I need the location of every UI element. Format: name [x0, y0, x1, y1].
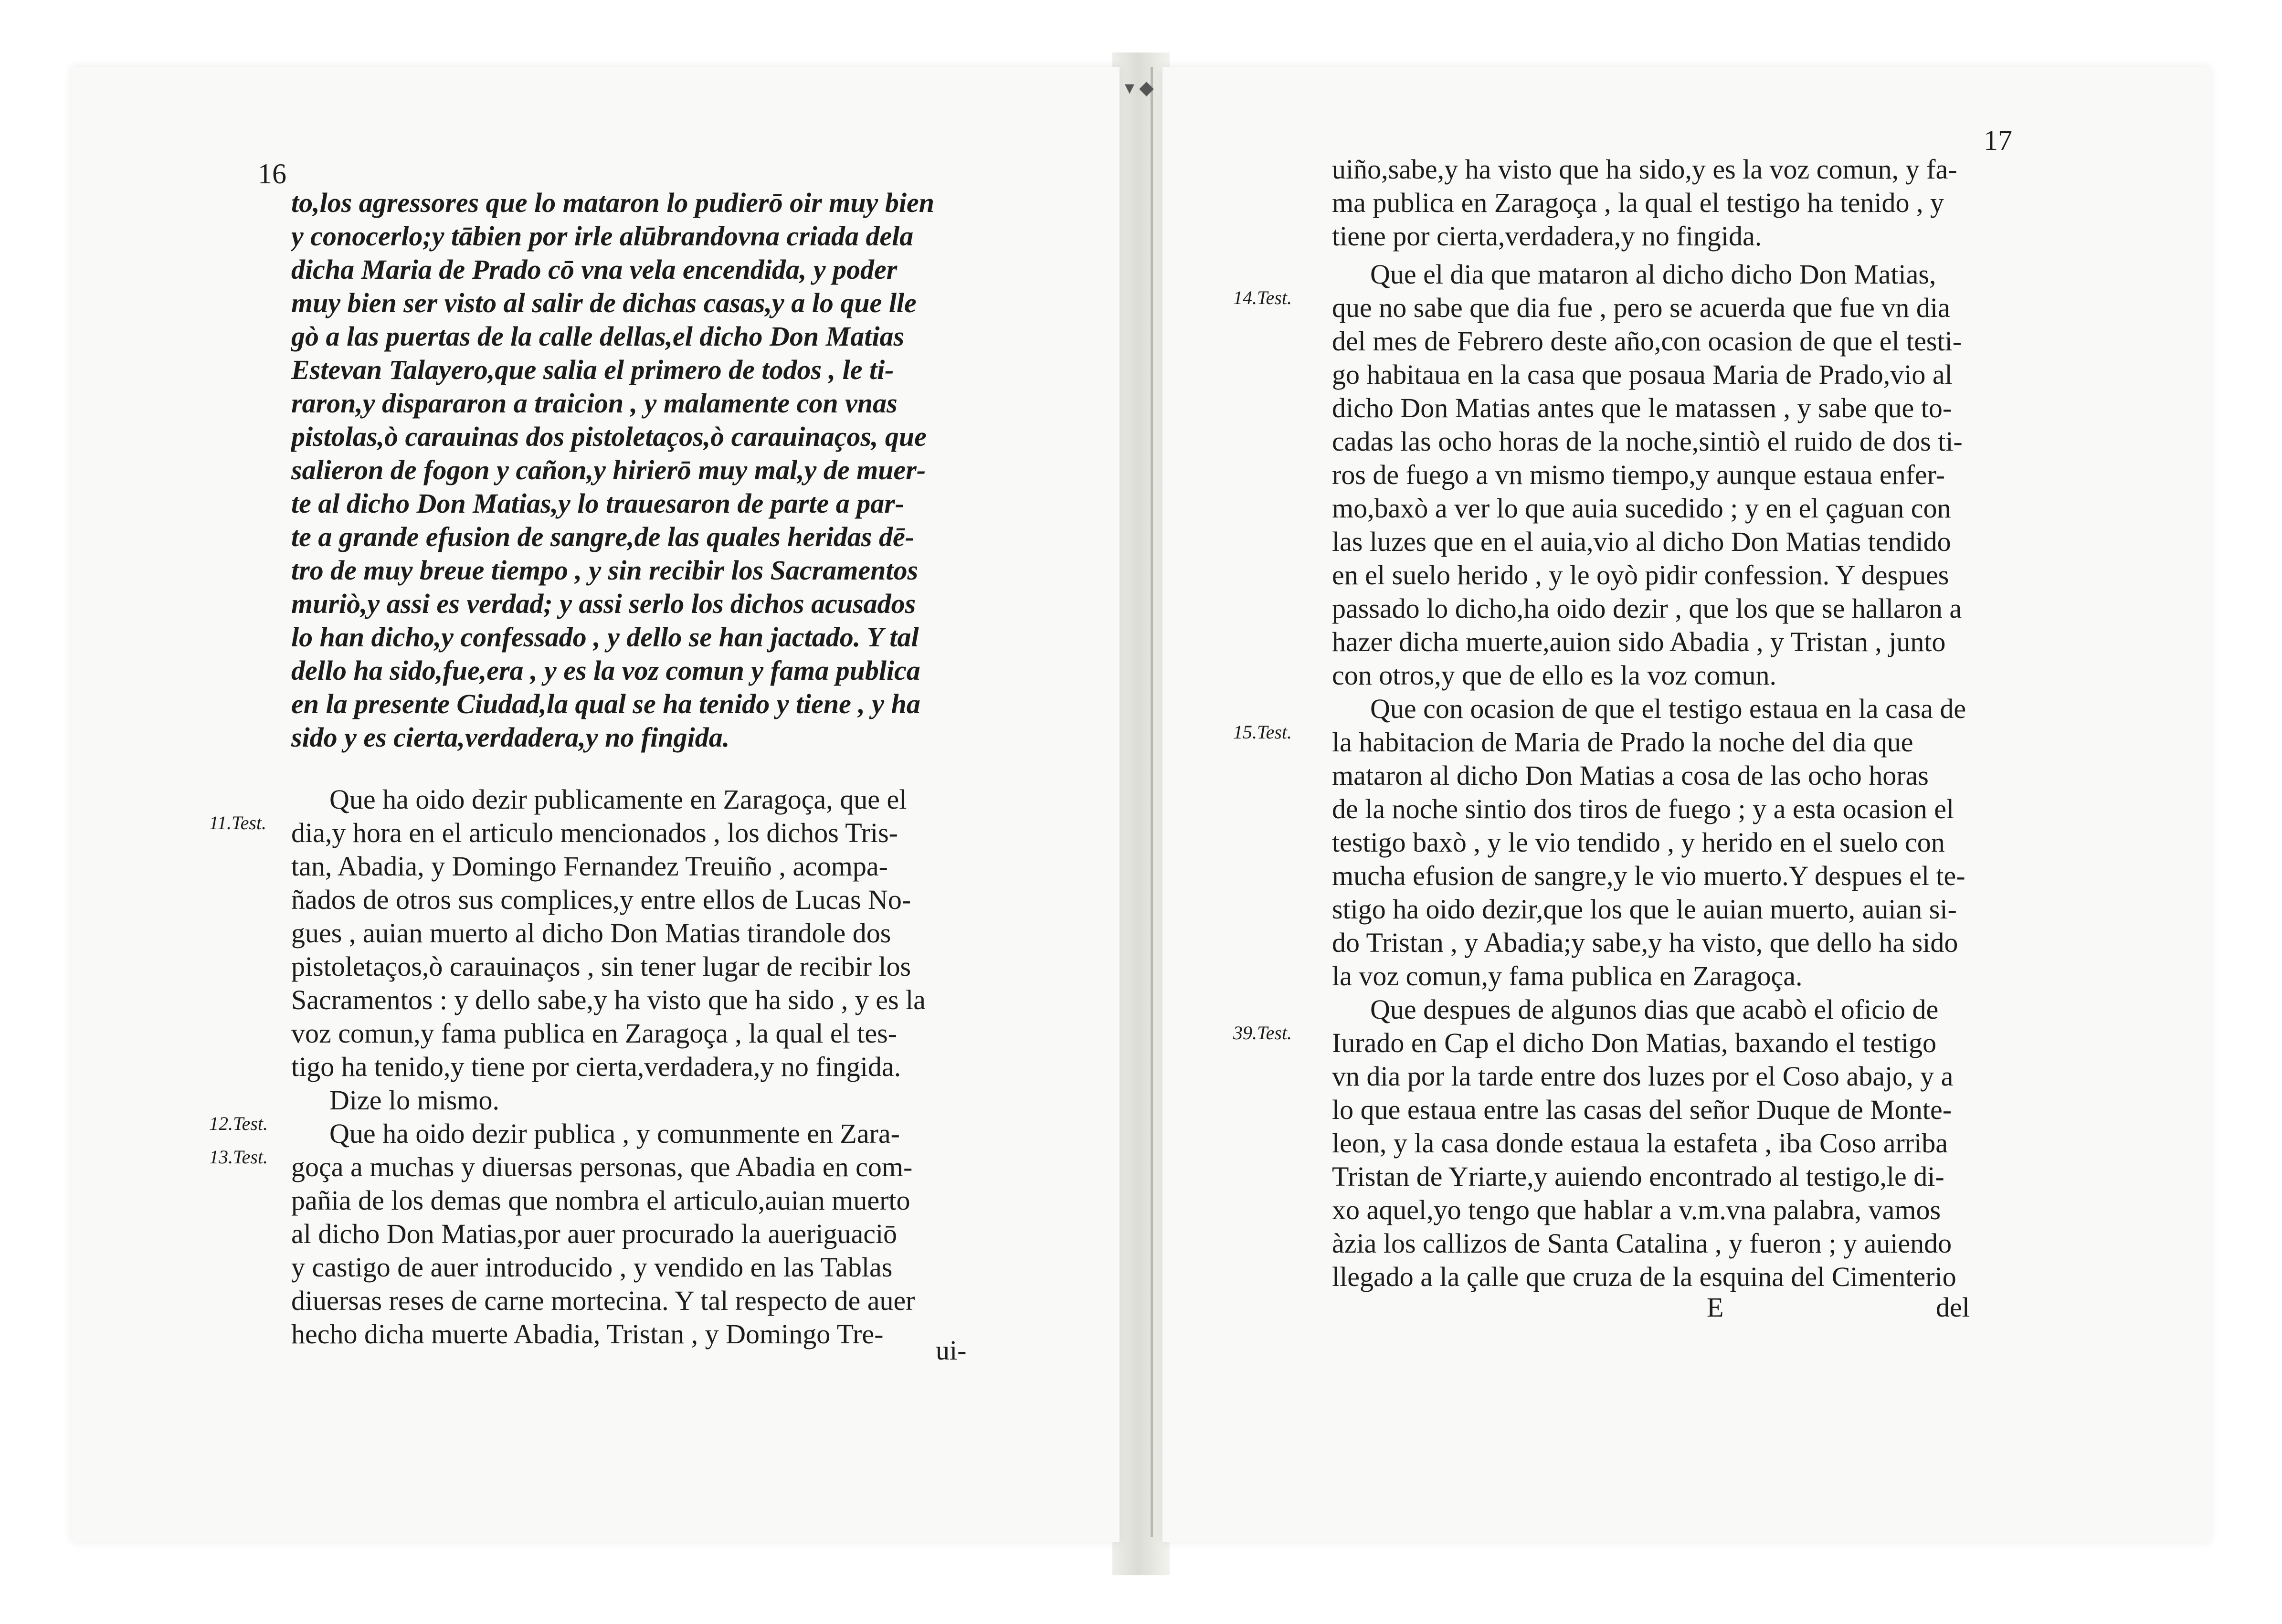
text-line: y conocerlo;y tābien por irle alūbrandovna criada dela — [291, 221, 914, 252]
text-line: to,los agressores que lo mataron lo pudierō oir muy bien — [291, 187, 935, 218]
text-line: ma publica en Zaragoça , la qual el testigo ha tenido , y — [1332, 187, 1944, 218]
text-line: salieron de fogon y cañon,y hirierō muy mal,y de muer- — [291, 454, 926, 485]
margin-note-12: 12.Test. — [209, 1113, 268, 1134]
text-line: uiño,sabe,y ha visto que ha sido,y es la voz comun, y fa- — [1332, 154, 1957, 185]
page-number: 16 — [258, 158, 286, 190]
text-line: dello ha sido,fue,era , y es la voz comun y fama publica — [291, 655, 920, 686]
page-number: 17 — [1984, 125, 2012, 156]
margin-note-39: 39.Test. — [1233, 1022, 1292, 1044]
text-line: ñados de otros sus complices,y entre ellos de Lucas No- — [291, 884, 911, 915]
text-line: mo,baxò a ver lo que auia sucedido ; y en el çaguan con — [1332, 493, 1951, 524]
signature-mark: E — [1707, 1292, 1724, 1323]
text-line: te a grande efusion de sangre,de las quales heridas dē- — [291, 521, 914, 552]
testimony-13 — [291, 1117, 1050, 1351]
testimony-14 — [1332, 258, 2086, 692]
text-line: Sacramentos : y dello sabe,y ha visto que ha sido , y es la — [291, 984, 926, 1015]
text-line: raron,y dispararon a traicion , y malamente con vnas — [291, 388, 898, 419]
margin-note-11: 11.Test. — [209, 812, 267, 833]
text-line: que no sabe que dia fue , pero se acuerda que fue vn dia — [1332, 292, 1950, 323]
text-line: la voz comun,y fama publica en Zaragoça. — [1332, 960, 1803, 991]
text-line: pistoletaços,ò carauinaços , sin tener lugar de recibir los — [291, 951, 911, 982]
left-page — [72, 67, 1120, 1542]
text-line: voz comun,y fama publica en Zaragoça , la qual el tes- — [291, 1018, 898, 1049]
text-line: te al dicho Don Matias,y lo trauesaron de parte a par- — [291, 488, 905, 519]
text-line: stigo ha oido dezir,que los que le auian muerto, auian si- — [1332, 894, 1957, 925]
text-line: pañia de los demas que nombra el articulo,auian muerto — [291, 1185, 910, 1216]
text-line: gues , auian muerto al dicho Don Matias tirandole dos — [291, 917, 891, 949]
text-line: Iurado en Cap el dicho Don Matias, baxando el testigo — [1332, 1027, 1937, 1058]
text-line: tro de muy breue tiempo , y sin recibir los Sacramentos — [291, 555, 919, 586]
text-line: xo aquel,yo tengo que hablar a v.m.vna palabra, vamos — [1332, 1194, 1941, 1225]
text-line: con otros,y que de ello es la voz comun. — [1332, 660, 1776, 691]
text-line: cadas las ocho horas de la noche,sintiò el ruido de dos ti- — [1332, 426, 1963, 457]
text-line: Que con ocasion de que el testigo estaua en la casa de — [1370, 693, 1966, 724]
margin-note-15: 15.Test. — [1233, 721, 1292, 743]
catchword: del — [1936, 1292, 1970, 1323]
margin-note-13: 13.Test. — [209, 1146, 268, 1168]
text-line: vn dia por la tarde entre dos luzes por el Coso abajo, y a — [1332, 1061, 1954, 1092]
text-line: mucha efusion de sangre,y le vio muerto.Y despues el te- — [1332, 860, 1965, 891]
text-line: al dicho Don Matias,por auer procurado la aueriguaciō — [291, 1218, 898, 1249]
text-line: dicha Maria de Prado cō vna vela encendida, y poder — [291, 254, 898, 285]
text-line: Que ha oido dezir publica , y comunmente en Zara- — [329, 1118, 900, 1149]
text-line: Dize lo mismo. — [329, 1085, 500, 1116]
text-line: Que despues de algunos dias que acabò el oficio de — [1370, 994, 1939, 1025]
italic-passage — [291, 186, 1050, 754]
right-page — [1162, 67, 2210, 1542]
text-line: goça a muchas y diuersas personas, que Abadia en com- — [291, 1151, 913, 1182]
text-line: llegado a la çalle que cruza de la esquina del Cimenterio — [1332, 1261, 1956, 1292]
text-line: hecho dicha muerte Abadia, Tristan , y Domingo Tre- — [291, 1318, 884, 1350]
text-line: do Tristan , y Abadia;y sabe,y ha visto, que dello ha sido — [1332, 927, 1958, 958]
text-line: de la noche sintio dos tiros de fuego ; y a esta ocasion el — [1332, 793, 1954, 824]
testimony-15 — [1332, 692, 2086, 993]
text-line: Estevan Talayero,que salia el primero de todos , le ti- — [291, 354, 894, 385]
text-line: go habitaua en la casa que posaua Maria de Prado,vio al — [1332, 359, 1953, 390]
text-line: en el suelo herido , y le oyò pidir confession. Y despues — [1332, 559, 1949, 591]
text-line: hazer dicha muerte,auion sido Abadia , y Tristan , junto — [1332, 626, 1946, 657]
opening-passage — [1332, 153, 2086, 253]
text-line: leon, y la casa donde estaua la estafeta , iba Coso arriba — [1332, 1128, 1948, 1159]
text-line: àzia los callizos de Santa Catalina , y fueron ; y auiendo — [1332, 1228, 1952, 1259]
text-line: tiene por cierta,verdadera,y no fingida. — [1332, 221, 1762, 252]
text-line: Que el dia que mataron al dicho dicho Don Matias, — [1370, 259, 1936, 290]
text-line: gò a las puertas de la calle dellas,el dicho Don Matias — [291, 321, 905, 352]
text-line: pistolas,ò carauinas dos pistoletaços,ò carauinaços, que — [291, 421, 927, 452]
text-line: del mes de Febrero deste año,con ocasion de que el testi- — [1332, 326, 1962, 357]
text-line: diuersas reses de carne mortecina. Y tal respecto de auer — [291, 1285, 915, 1316]
text-line: dicho Don Matias antes que le matassen , y sabe que to- — [1332, 392, 1952, 423]
text-line: tigo ha tenido,y tiene por cierta,verdadera,y no fingida. — [291, 1051, 901, 1082]
testimony-11 — [291, 783, 1050, 1084]
text-line: muy bien ser visto al salir de dichas casas,y a lo que lle — [291, 287, 917, 318]
text-line: en la presente Ciudad,la qual se ha tenido y tiene , y ha — [291, 688, 920, 719]
gutter-seam — [1151, 67, 1153, 1537]
text-line: Tristan de Yriarte,y auiendo encontrado al testigo,le di- — [1332, 1161, 1944, 1192]
catchword: ui- — [936, 1335, 967, 1366]
book-gutter — [1112, 53, 1170, 1575]
text-line: Que ha oido dezir publicamente en Zaragoça, que el — [329, 784, 907, 815]
text-line: mataron al dicho Don Matias a cosa de las ocho horas — [1332, 760, 1929, 791]
binding-mark: ▾ ◆ — [1125, 77, 1154, 98]
text-line: ros de fuego a vn mismo tiempo,y aunque estaua enfer- — [1332, 459, 1945, 490]
text-line: sido y es cierta,verdadera,y no fingida. — [291, 722, 730, 753]
text-line: y castigo de auer introducido , y vendido en las Tablas — [291, 1252, 893, 1283]
testimony-39 — [1332, 993, 2086, 1294]
text-line: testigo baxò , y le vio tendido , y herido en el suelo con — [1332, 827, 1945, 858]
text-line: lo han dicho,y confessado , y dello se han jactado. Y tal — [291, 622, 919, 653]
testimony-12 — [291, 1084, 1050, 1117]
text-line: tan, Abadia, y Domingo Fernandez Treuiño , acompa- — [291, 851, 888, 882]
text-line: lo que estaua entre las casas del señor Duque de Monte- — [1332, 1094, 1952, 1125]
margin-note-14: 14.Test. — [1233, 287, 1292, 308]
text-line: la habitacion de Maria de Prado la noche del dia que — [1332, 727, 1913, 758]
text-line: passado lo dicho,ha oido dezir , que los que se hallaron a — [1332, 593, 1962, 624]
text-line: dia,y hora en el articulo mencionados , los dichos Tris- — [291, 817, 898, 848]
text-line: muriò,y assi es verdad; y assi serlo los dichos acusados — [291, 588, 916, 619]
text-line: las luzes que en el auia,vio al dicho Don Matias tendido — [1332, 526, 1951, 557]
